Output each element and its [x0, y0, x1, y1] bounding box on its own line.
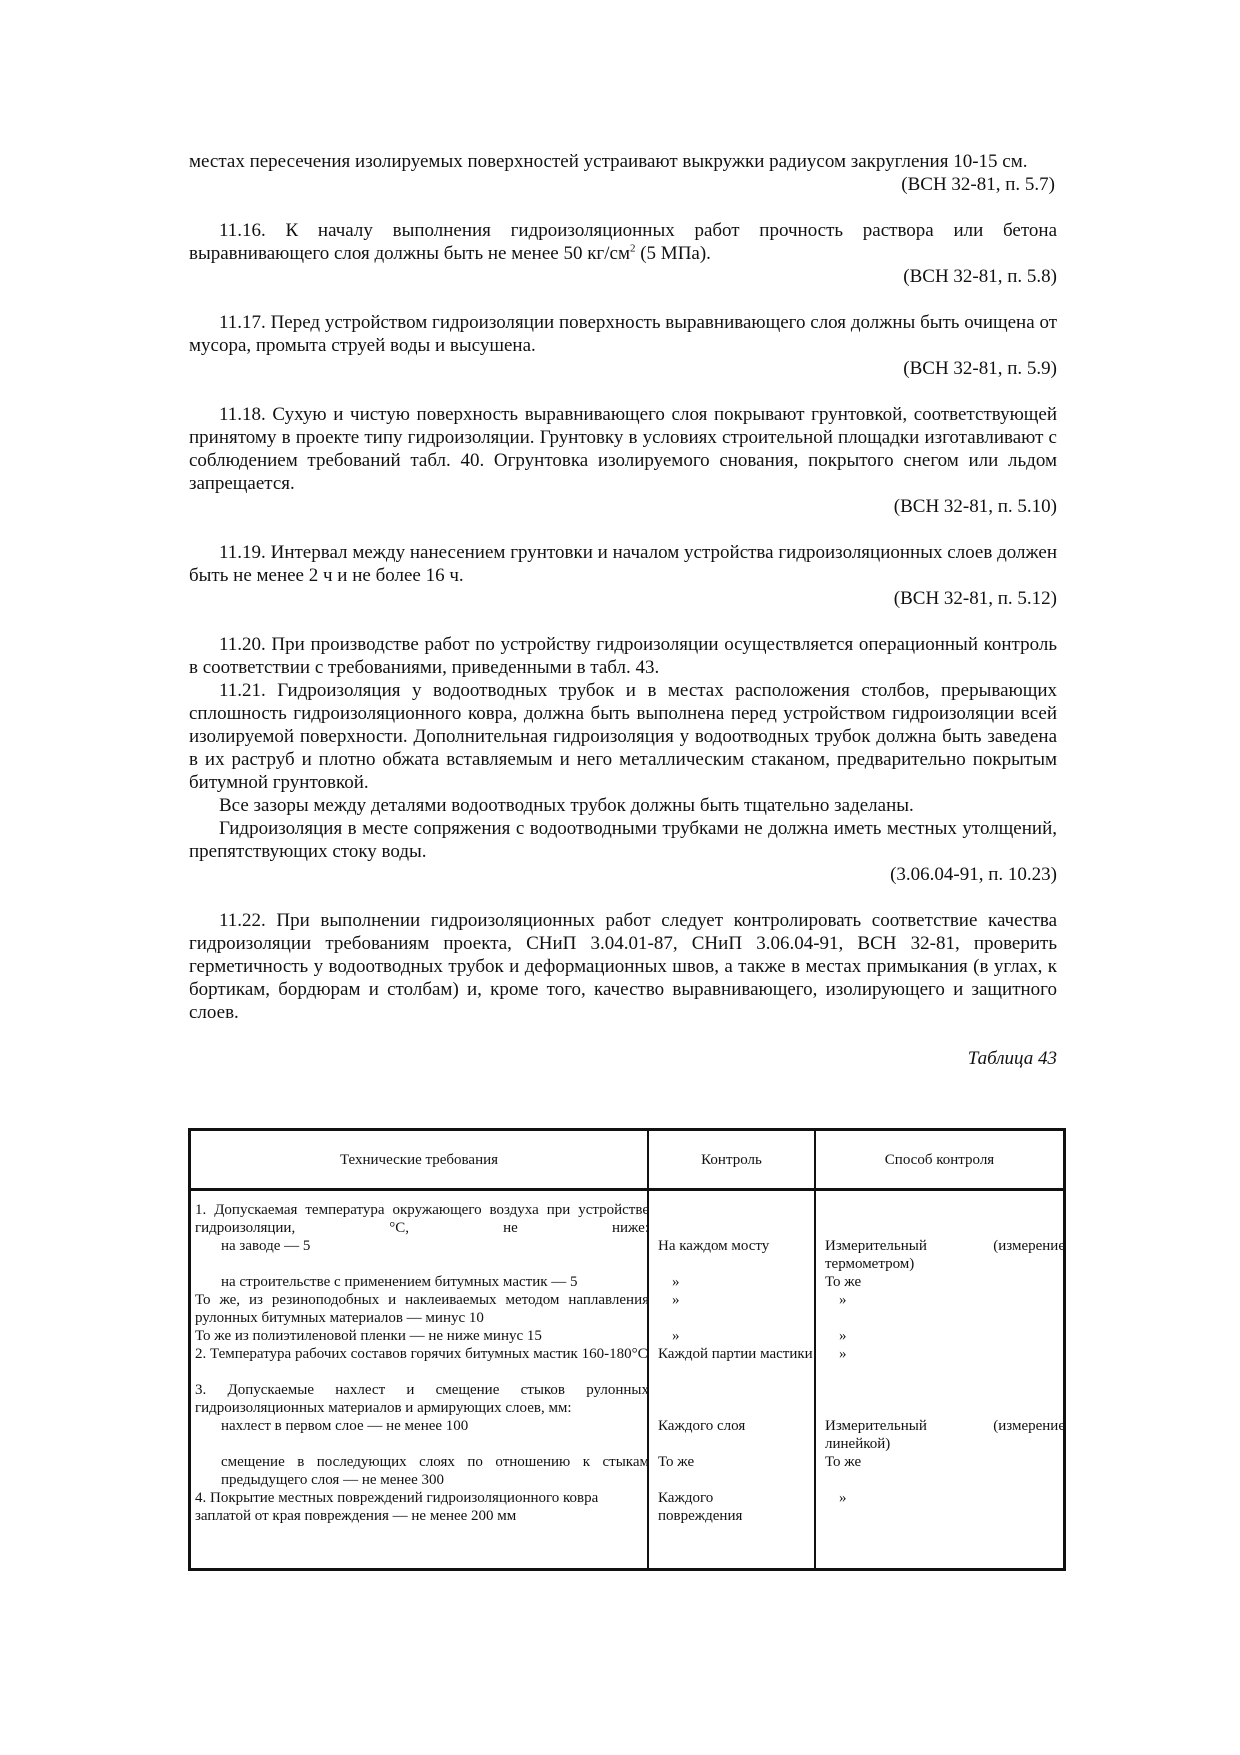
reference-11-18: (ВСН 32-81, п. 5.10) — [893, 496, 1057, 517]
table-cell-requirement: 3. Допускаемые нахлест и смещение стыков рулонных гидроизоляционных материалов и армирующих слоев, мм: — [195, 1382, 649, 1416]
table-cell-requirement: на строительстве с применением битумных мастик — 5 — [221, 1274, 578, 1290]
paragraph-11-20: 11.20. При производстве работ по устройству гидроизоляции осуществляется операционный контроль в соответствии с требованиями, приведенными в табл. 43. — [189, 634, 1057, 678]
paragraph-11-21-b: Все зазоры между деталями водоотводных трубок должны быть тщательно заделаны. — [219, 795, 914, 816]
table-cell-requirement: 2. Температура рабочих составов горячих битумных мастик 160-180°С — [195, 1346, 648, 1362]
table-cell-control: » — [672, 1328, 680, 1344]
header-divider — [191, 1188, 1063, 1191]
table-cell-method: » — [839, 1346, 847, 1362]
table-cell-requirement: 4. Покрытие местных повреждений гидроизоляционного ковра заплатой от края повреждения — не менее 200 мм — [195, 1490, 599, 1524]
paragraph-11-21-c: Гидроизоляция в месте сопряжения с водоотводными трубками не должна иметь местных утолщений, препятствующих стоку воды. — [189, 818, 1057, 862]
table-cell-requirement: на заводе — 5 — [221, 1238, 311, 1254]
header-requirements: Технические требования — [339, 1151, 499, 1168]
reference-11-16: (ВСН 32-81, п. 5.8) — [903, 266, 1057, 287]
table-cell-control: » — [672, 1292, 680, 1308]
table-cell-requirement: То же из полиэтиленовой пленки — не ниже минус 15 — [195, 1328, 542, 1344]
table-cell-requirement: То же, из резиноподобных и наклеиваемых методом наплавления рулонных битумных материалов — минус 10 — [195, 1292, 649, 1326]
table-cell-control: Каждой партии мастики — [658, 1346, 813, 1362]
reference-11-17: (ВСН 32-81, п. 5.9) — [903, 358, 1057, 379]
table-caption: Таблица 43 — [967, 1048, 1057, 1069]
paragraph-11-16-text: 11.16. К началу выполнения гидроизоляционных работ прочность раствора или бетона выравнивающего слоя должны быть не менее 50 кг/см — [189, 220, 1057, 264]
paragraph-11-16-tail: (5 МПа). — [635, 243, 711, 264]
table-cell-requirement: 1. Допускаемая температура окружающего воздуха при устройстве гидроизоляции, °С, не ниже: — [195, 1202, 649, 1236]
document-body — [189, 150, 1057, 1070]
paragraph-11-21: 11.21. Гидроизоляция у водоотводных трубок и в местах расположения столбов, прерывающих сплошность гидроизоляционного ковра, должна быть выполнена перед устройством гидроизоляции всей изолируемой поверхности. Дополнительная гидроизоляция у водоотводных трубок должна быть заведена в их раструб и плотно обжата вставляемым и него металлическим стаканом, предварительно покрытым битумной грунтовкой. — [189, 680, 1057, 793]
table-cell-method: » — [839, 1490, 847, 1506]
table-cell-control: На каждом мосту — [658, 1238, 770, 1254]
paragraph-11-16 — [189, 219, 1057, 265]
table-cell-method: » — [839, 1292, 847, 1308]
table-cell-method: » — [839, 1328, 847, 1344]
paragraph-11-17: 11.17. Перед устройством гидроизоляции поверхность выравнивающего слоя должны быть очищена от мусора, промыта струей воды и высушена. — [189, 312, 1057, 356]
paragraph-11-22: 11.22. При выполнении гидроизоляционных работ следует контролировать соответствие качества гидроизоляции требованиям проекта, СНиП 3.04.01-87, СНиП 3.06.04-91, ВСН 32-81, проверить герметичность у водоотводных трубок и деформационных швов, а также в местах примыкания (в углах, к бортикам, бордюрам и столбам) и, кроме того, качество выравнивающего, изолирующего и защитного слоев. — [189, 910, 1057, 1023]
table-cell-method: Измерительный (измерение линейкой) — [825, 1418, 1065, 1452]
table-cell-method: Измерительный (измерение термометром) — [825, 1238, 1065, 1272]
table-cell-control: То же — [658, 1454, 695, 1470]
requirements-table — [188, 1128, 1066, 1571]
table-cell-method: То же — [825, 1274, 862, 1290]
superscript: 2 — [629, 242, 636, 255]
reference-11-21: (3.06.04-91, п. 10.23) — [890, 864, 1057, 885]
paragraph-11-18: 11.18. Сухую и чистую поверхность выравнивающего слоя покрывают грунтовкой, соответствующей принятому в проекте типу гидроизоляции. Грунтовку в условиях строительной площадки изготавливают с соблюдением требований табл. 40. Огрунтовка изолируемого снования, покрытого снегом или льдом запрещается. — [189, 404, 1057, 494]
paragraph-intro: местах пересечения изолируемых поверхностей устраивают выкружки радиусом закругления 10-15 см. — [189, 151, 1028, 172]
reference-intro: (ВСН 32-81, п. 5.7) — [901, 174, 1055, 195]
table-cell-control: Каждого слоя — [658, 1418, 746, 1434]
table-cell-method: То же — [825, 1454, 862, 1470]
table-cell-control: » — [672, 1274, 680, 1290]
header-control: Контроль — [701, 1151, 762, 1168]
paragraph-11-19: 11.19. Интервал между нанесением грунтовки и началом устройства гидроизоляционных слоев должен быть не менее 2 ч и не более 16 ч. — [189, 542, 1057, 586]
table-cell-control: Каждого повреждения — [658, 1490, 743, 1524]
header-method: Способ контроля — [884, 1151, 995, 1168]
table-cell-requirement: смещение в последующих слоях по отношению к стыкам предыдущего слоя — не менее 300 — [221, 1454, 649, 1488]
reference-11-19: (ВСН 32-81, п. 5.12) — [893, 588, 1057, 609]
table-cell-requirement: нахлест в первом слое — не менее 100 — [221, 1418, 469, 1434]
